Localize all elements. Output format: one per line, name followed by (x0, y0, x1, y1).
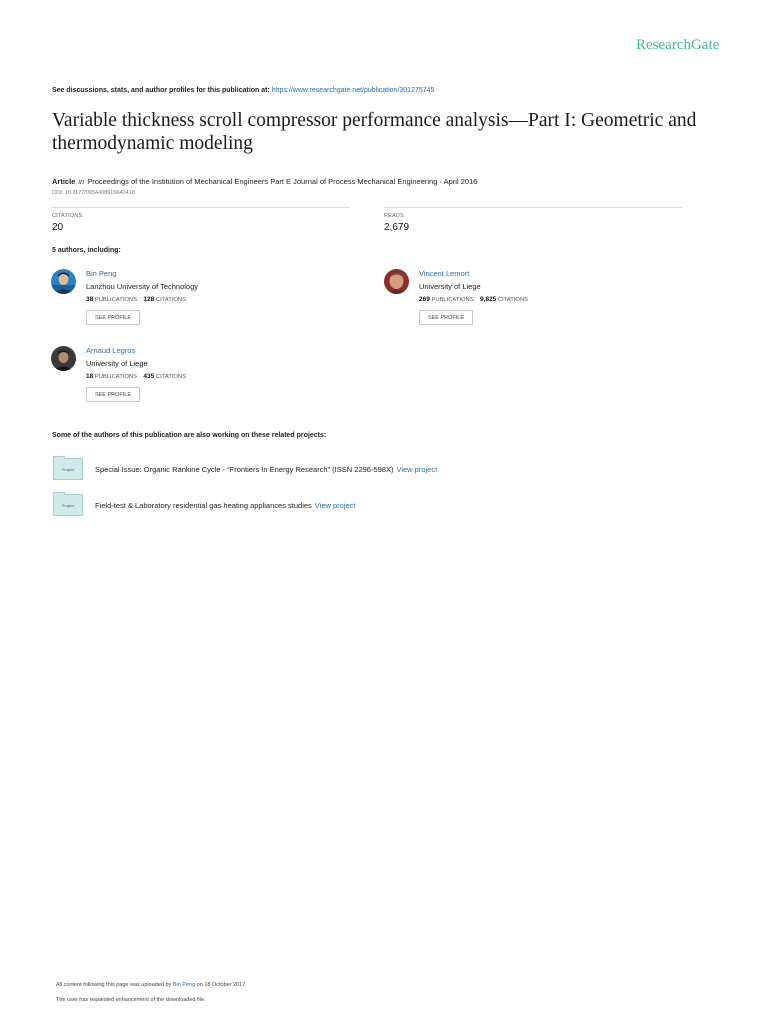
reads-label: READS (384, 213, 404, 219)
publications-label: PUBLICATIONS (94, 374, 137, 380)
author-institution: University of Liege (86, 359, 148, 368)
authors-heading: 5 authors, including: (52, 247, 121, 254)
citations-count: 128 (143, 296, 155, 303)
see-profile-button[interactable]: SEE PROFILE (419, 310, 473, 325)
article-type: Article (52, 177, 76, 186)
project-folder-icon (53, 494, 83, 516)
discussions-line (52, 87, 434, 94)
enhancement-note: The user has requested enhancement of the downloaded file. (56, 997, 206, 1003)
discussions-text: See discussions, stats, and author profiles for this publication at: (52, 87, 272, 94)
citations-label: CITATIONS (155, 374, 186, 380)
journal-venue: Proceedings of the Institution of Mechanical Engineers Part E Journal of Process Mechanical Engineering · April 2016 (87, 177, 478, 186)
article-info (52, 177, 477, 186)
doi: DOI: 10.1177/0954408916640418 (52, 190, 135, 196)
upload-prefix: All content following this page was uploaded by (56, 982, 173, 988)
project-title: Field-test & Laboratory residential gas heating appliances studies (95, 501, 312, 510)
project-folder-icon (53, 458, 83, 480)
project-icon-label: Project (61, 502, 75, 508)
see-profile-button[interactable]: SEE PROFILE (86, 387, 140, 402)
researchgate-logo[interactable]: ResearchGate (636, 37, 720, 53)
divider-reads (384, 207, 683, 208)
publications-count: 269 (419, 296, 430, 303)
publications-count: 38 (86, 296, 94, 303)
citations-label: CITATIONS (155, 297, 186, 303)
author-name-link[interactable]: Arnaud Legros (86, 346, 136, 355)
publications-label: PUBLICATIONS (431, 297, 474, 303)
author-stats (419, 296, 528, 303)
citations-label: CITATIONS (497, 297, 528, 303)
publication-url-link[interactable]: https://www.researchgate.net/publication/301275745 (271, 87, 435, 94)
citations-value: 20 (52, 222, 64, 233)
avatar[interactable] (51, 269, 76, 294)
citations-count: 435 (143, 373, 155, 380)
project-item (52, 458, 732, 484)
article-in: in (78, 177, 85, 186)
related-projects-heading: Some of the authors of this publication are also working on these related projects: (52, 432, 327, 439)
author-name-link[interactable]: Bin Peng (86, 269, 117, 278)
uploader-link[interactable]: Bin Peng (172, 982, 196, 988)
project-icon-label: Project (61, 466, 75, 472)
publications-count: 18 (86, 373, 94, 380)
author-card-vincent-lemort (384, 269, 684, 339)
project-item (52, 494, 732, 520)
project-title: Special Issue: Organic Rankine Cycle - “Frontiers In Energy Research” (ISSN 2296-598X) (95, 465, 394, 474)
publication-title: Variable thickness scroll compressor performance analysis—Part I: Geometric and thermodynamic modeling (52, 110, 697, 154)
see-profile-button[interactable]: SEE PROFILE (86, 310, 140, 325)
view-project-link[interactable]: View project (396, 465, 438, 474)
author-institution: Lanzhou University of Technology (86, 282, 199, 291)
project-text (95, 501, 356, 510)
author-stats (86, 373, 186, 380)
view-project-link[interactable]: View project (314, 501, 356, 510)
author-card-bin-peng (51, 269, 351, 339)
author-card-arnaud-legros (51, 346, 351, 416)
project-text (95, 465, 437, 474)
upload-suffix: on 18 October 2017. (195, 982, 247, 988)
author-institution: University of Liege (419, 282, 481, 291)
author-name-link[interactable]: Vincent Lemort (419, 269, 470, 278)
citations-count: 9,825 (480, 296, 497, 303)
avatar[interactable] (51, 346, 76, 371)
author-stats (86, 296, 186, 303)
reads-value: 2,679 (384, 222, 410, 233)
upload-note (56, 982, 247, 988)
citations-label: CITATIONS (52, 213, 83, 219)
publications-label: PUBLICATIONS (94, 297, 137, 303)
divider-citations (52, 207, 350, 208)
avatar[interactable] (384, 269, 409, 294)
